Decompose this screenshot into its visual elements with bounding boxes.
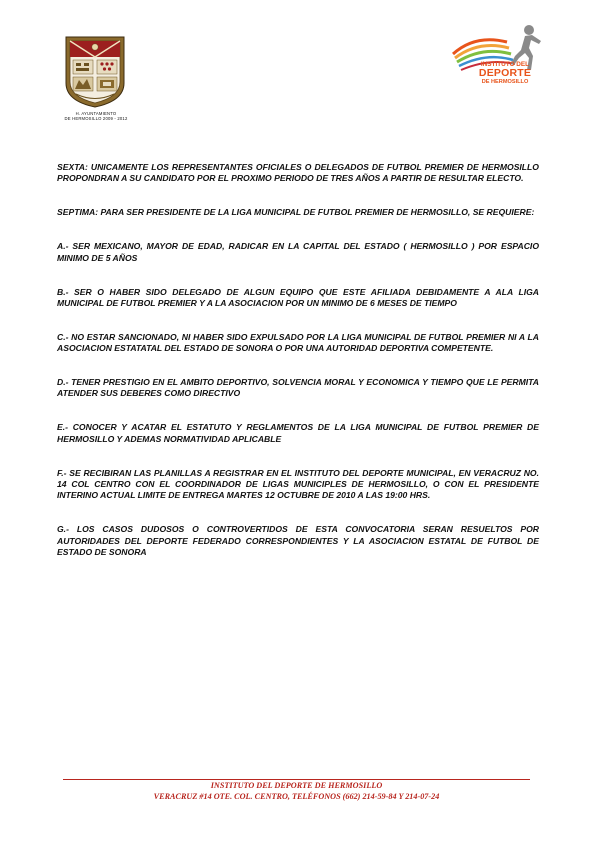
requirement-e: E.- CONOCER Y ACATAR EL ESTATUTO Y REGLAMENTOS DE LA LIGA MUNICIPAL DE FUTBOL PREMIER DE HERMOSILLO Y ADEMAS NORMATIVIDAD APLICABLE — [57, 422, 539, 444]
clause-sexta: SEXTA: UNICAMENTE LOS REPRESENTANTES OFICIALES O DELEGADOS DE FUTBOL PREMIER DE HERMOSILLO PROPONDRAN A SU CANDIDATO POR EL PROXIMO PERIODO DE TRES AÑOS A PARTIR DE RESULTAR ELECTO. — [57, 162, 539, 184]
requirement-f: F.- SE RECIBIRAN LAS PLANILLAS A REGISTRAR EN EL INSTITUTO DEL DEPORTE MUNICIPAL, EN VERACRUZ NO. 14 COL CENTRO CON EL COORDINADOR DE LIGAS MUNICIPLES DE HERMOSILLO, O CON EL PRESIDENTE INTERINO ACTUAL LIMITE DE ENTREGA MARTES 12 OCTUBRE DE 2010 A LAS 19:00 HRS. — [57, 467, 539, 501]
logo-line2: DEPORTE — [478, 67, 532, 79]
clause-septima: SEPTIMA: PARA SER PRESIDENTE DE LA LIGA MUNICIPAL DE FUTBOL PREMIER DE HERMOSILLO, SE REQUIERE: — [57, 207, 535, 218]
coat-of-arms-icon — [62, 33, 128, 109]
crest-caption-line2: DE HERMOSILLO 2009 - 2012 — [64, 116, 128, 121]
footer-divider — [63, 779, 530, 780]
document-body — [57, 162, 539, 581]
crest-caption — [48, 111, 144, 121]
institute-logo-text — [465, 61, 545, 86]
requirement-a: A.- SER MEXICANO, MAYOR DE EDAD, RADICAR EN LA CAPITAL DEL ESTADO ( HERMOSILLO ) POR ESPACIO MINIMO DE 5 AÑOS — [57, 241, 539, 263]
requirement-d: D.- TENER PRESTIGIO EN EL AMBITO DEPORTIVO, SOLVENCIA MORAL Y ECONOMICA Y TIEMPO QUE LE PERMITA ATENDER SUS DEBERES COMO DIRECTIVO — [57, 377, 539, 399]
footer-address: VERACRUZ #14 OTE. COL. CENTRO, TELÉFONOS (662) 214-59-84 Y 214-07-24 — [153, 792, 440, 801]
requirement-c: C.- NO ESTAR SANCIONADO, NI HABER SIDO EXPULSADO POR LA LIGA MUNICIPAL DE FUTBOL PREMIER NI A LA ASOCIACION ESTATATAL DEL ESTADO DE SONORA O POR UNA AUTORIDAD DEPORTIVA COMPETENTE. — [57, 331, 539, 354]
crest-caption-line1: H. AYUNTAMIENTO — [75, 111, 117, 116]
requirement-b: B.- SER O HABER SIDO DELEGADO DE ALGUN EQUIPO QUE ESTE AFILIADA DEBIDAMENTE A ALA LIGA MUNICIPAL DE FUTBOL PREMIER Y A LA ASOCIACION POR UN MINIMO DE 6 MESES DE TIEMPO — [57, 286, 539, 308]
logo-line1: INSTITUTO DEL — [480, 61, 530, 68]
logo-line3: DE HERMOSILLO — [481, 79, 529, 85]
runner-logo-icon — [445, 20, 545, 98]
requirement-g: G.- LOS CASOS DUDOSOS O CONTROVERTIDOS DE ESTA CONVOCATORIA SERAN RESUELTOS POR AUTORIDADES DEL DEPORTE FEDERADO CORRESPONDIENTES Y LA ASOCIACION ESTATAL DE FUTBOL DE ESTADO DE SONORA — [57, 524, 539, 557]
footer-institute-name: INSTITUTO DEL DEPORTE DE HERMOSILLO — [210, 781, 383, 790]
